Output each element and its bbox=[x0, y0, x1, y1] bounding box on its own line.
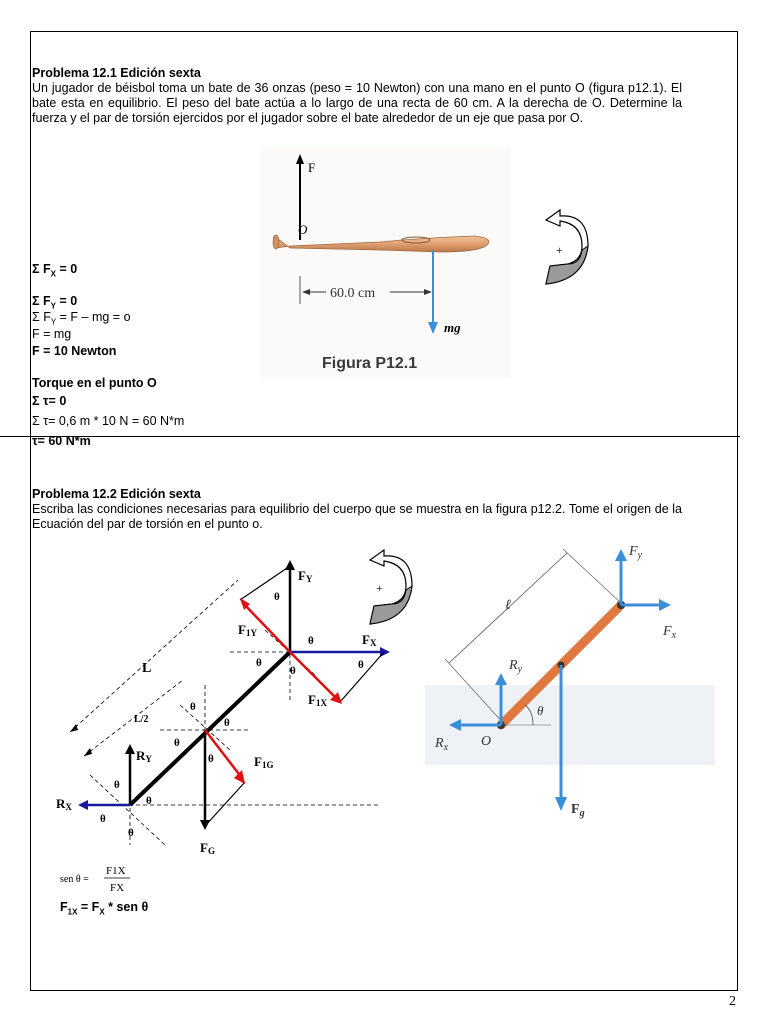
fig-ry-label: $R_y$ bbox=[509, 658, 523, 675]
fig-fx-label: $F_x$ bbox=[663, 624, 677, 641]
fig-fy-label: $F_y$ bbox=[629, 544, 643, 561]
eq-sum-tau: Σ τ= 0 bbox=[32, 394, 67, 408]
f1y-arrow bbox=[242, 602, 290, 652]
sen-theta-formula bbox=[60, 860, 180, 900]
f1x-label: F1X bbox=[308, 692, 327, 708]
svg-text:θ: θ bbox=[308, 635, 314, 647]
rotation-sign-1: + bbox=[556, 243, 563, 257]
fy-label: FY bbox=[298, 568, 313, 584]
svg-text:θ: θ bbox=[290, 665, 296, 677]
figure-p12-2 bbox=[425, 535, 715, 835]
length-l2-label: L/2 bbox=[134, 714, 149, 725]
eq-tau-calc: Σ τ= 0,6 m * 10 N = 60 N*m bbox=[32, 414, 185, 428]
problem-12-1-title: Problema 12.1 Edición sexta bbox=[32, 66, 201, 80]
svg-text:θ: θ bbox=[114, 779, 120, 791]
svg-text:θ: θ bbox=[256, 657, 262, 669]
eq-f1x: $F_{1X} = F_X$ * sen θ bbox=[60, 900, 149, 917]
point-o-label: O bbox=[298, 222, 308, 237]
f1g-label: F1G bbox=[254, 754, 274, 770]
svg-text:θ: θ bbox=[100, 813, 106, 825]
fig-ell-label: ℓ bbox=[505, 598, 511, 613]
svg-text:θ: θ bbox=[146, 795, 152, 807]
f1y-label: F1Y bbox=[238, 622, 257, 638]
eq-sum-fy: Σ $F_Y = 0$ bbox=[32, 294, 78, 311]
torque-title: Torque en el punto O bbox=[32, 376, 157, 390]
problem-12-2-text: Escriba las condiciones necesarias para equilibrio del cuerpo que se muestra en la figura p12.2. Tome el origen de la Ecuación del par de torsión en el punto o. bbox=[32, 502, 682, 531]
svg-text:F1X: F1X bbox=[106, 865, 126, 877]
problem-12-2 bbox=[32, 487, 682, 532]
figure-caption: Figura P12.1 bbox=[322, 355, 418, 372]
svg-text:FX: FX bbox=[110, 882, 125, 894]
problem-12-1 bbox=[32, 66, 682, 126]
bat-knob bbox=[273, 235, 279, 249]
distance-label: 60.0 cm bbox=[330, 286, 376, 301]
fig-fg-label: $F_g$ bbox=[571, 802, 585, 819]
free-body-diagram bbox=[50, 560, 410, 860]
eq-sum-fx: Σ $F_X = 0$ bbox=[32, 262, 78, 279]
page-number: 2 bbox=[729, 994, 736, 1009]
force-label: F bbox=[308, 160, 316, 175]
rod bbox=[130, 652, 290, 805]
fig-rx-label: $R_x$ bbox=[435, 736, 449, 753]
fx-label: FX bbox=[362, 632, 377, 648]
problem-12-1-text: Un jugador de béisbol toma un bate de 36 onzas (peso = 10 Newton) con una mano en el punto O (figura p12.1). El bate esta en equilibrio. El peso del bate actúa a lo largo de una recta de 60 cm. A la derecha de O. Determine la fuerza y el par de torsión ejercidos por el jugador sobre el bate alrededor de un eje que pasa por O. bbox=[32, 81, 682, 125]
problem-12-2-title: Problema 12.2 Edición sexta bbox=[32, 487, 201, 501]
svg-text:θ: θ bbox=[274, 591, 280, 603]
fig-theta-label: θ bbox=[537, 703, 544, 718]
svg-text:θ: θ bbox=[358, 659, 364, 671]
rotation-icon-1 bbox=[538, 200, 598, 290]
eq-f-mg: F = mg bbox=[32, 327, 72, 341]
eq-fy-expanded: Σ $F_Y = F$ – mg = o bbox=[32, 310, 131, 327]
weight-label: mg bbox=[444, 320, 461, 335]
eq-f-result: F = 10 Newton bbox=[32, 344, 117, 358]
svg-text:θ: θ bbox=[208, 753, 214, 765]
rx-label: RX bbox=[56, 796, 72, 812]
length-l-label: L bbox=[142, 661, 152, 676]
eq-tau-result: τ= 60 N*m bbox=[32, 434, 91, 448]
ry-label: RY bbox=[136, 748, 152, 764]
section-divider bbox=[0, 436, 740, 437]
figure-p12-1 bbox=[260, 148, 510, 378]
fg-label: FG bbox=[200, 840, 215, 856]
rotation-sign-2: + bbox=[376, 581, 383, 595]
svg-text:θ: θ bbox=[224, 717, 230, 729]
svg-text:θ: θ bbox=[190, 701, 196, 713]
fig-o-label: O bbox=[481, 734, 492, 749]
svg-text:θ: θ bbox=[128, 827, 134, 839]
svg-text:θ: θ bbox=[174, 737, 180, 749]
svg-text:sen θ =: sen θ = bbox=[60, 874, 89, 885]
